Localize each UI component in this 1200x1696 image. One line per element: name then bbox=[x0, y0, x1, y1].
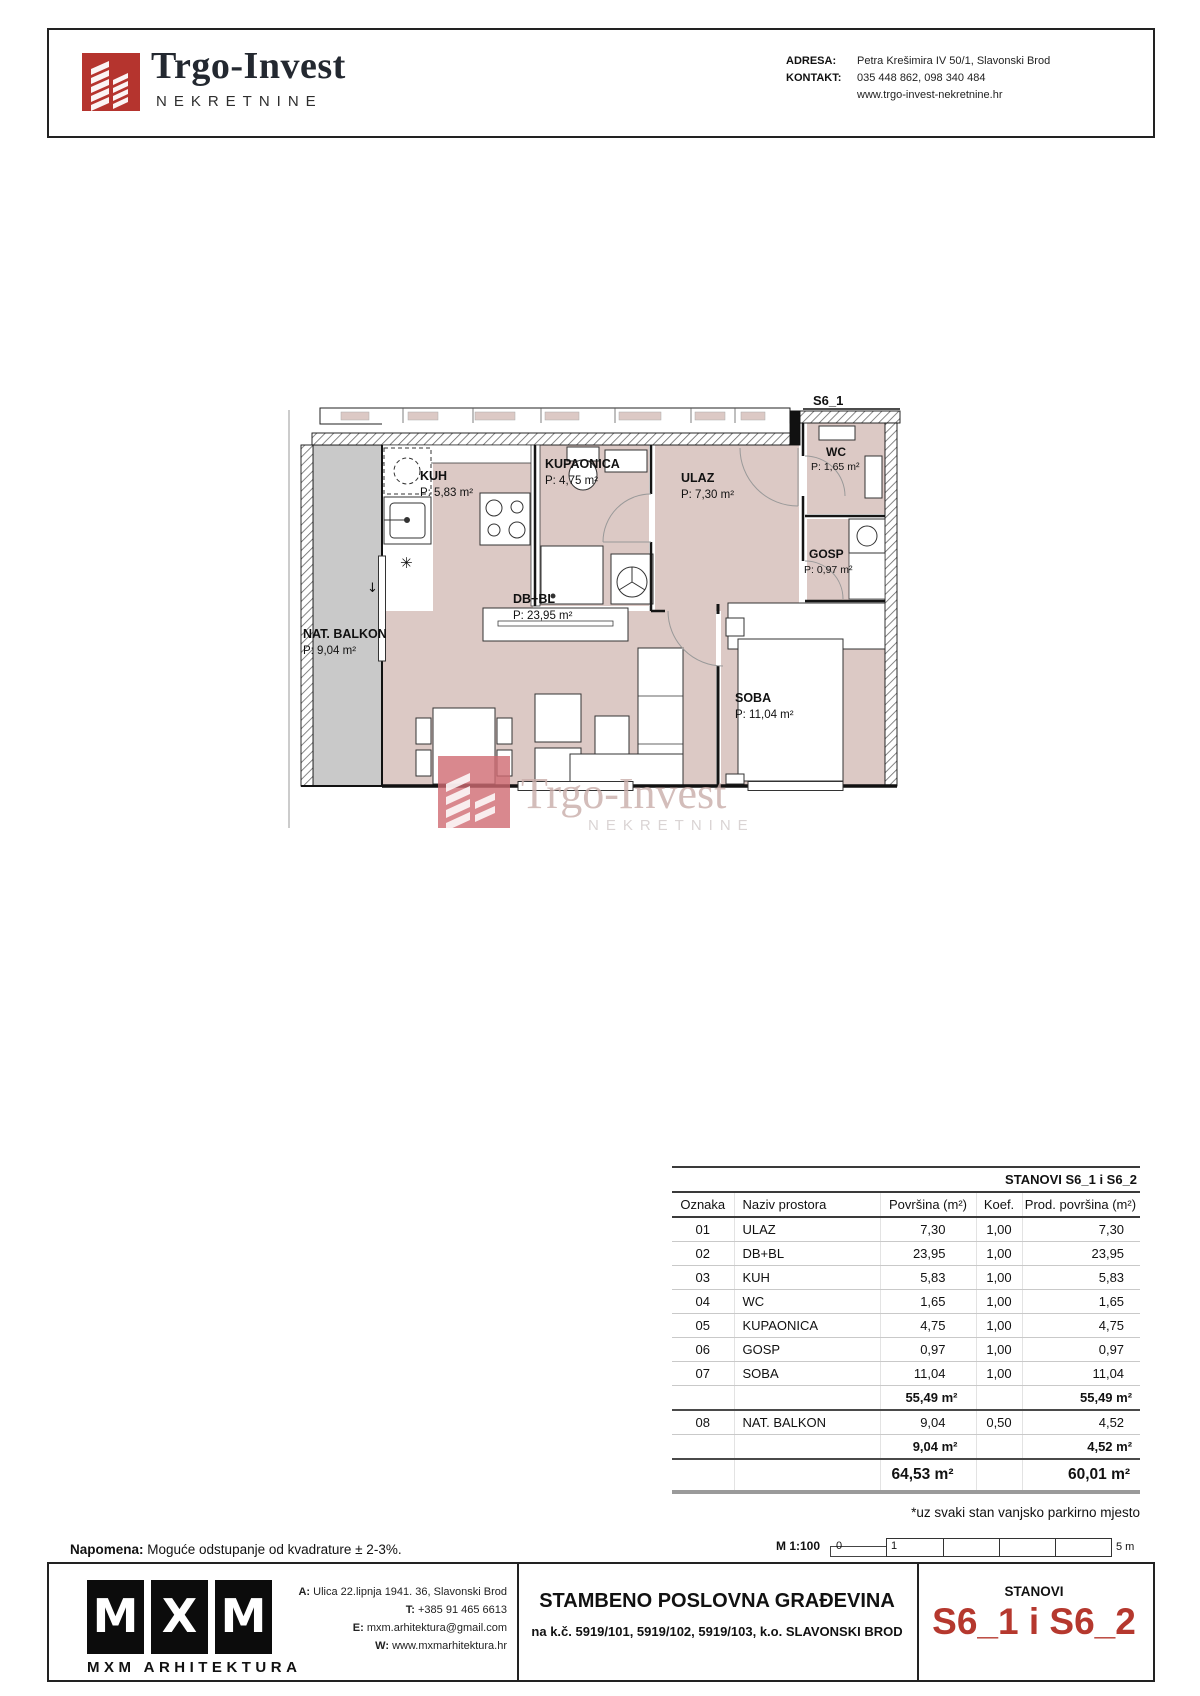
label-gosp: GOSP bbox=[809, 547, 844, 561]
area-ulaz: P: 7,30 m² bbox=[681, 489, 735, 501]
neighbor-strip bbox=[320, 408, 790, 424]
unit-title: S6_1 i S6_2 bbox=[932, 1601, 1136, 1642]
col-povrsina: Površina (m²) bbox=[880, 1192, 976, 1217]
chair bbox=[416, 750, 431, 776]
scale-tick bbox=[1055, 1539, 1056, 1556]
area-gosp: P: 0,97 m² bbox=[804, 564, 853, 576]
mxm-logo-icon: M bbox=[215, 1580, 272, 1654]
col-oznaka: Oznaka bbox=[672, 1192, 734, 1217]
trgo-invest-logo-icon bbox=[82, 53, 140, 111]
scale-label: M 1:100 bbox=[776, 1539, 821, 1553]
studio-phone: T: +385 91 465 6613 bbox=[405, 1604, 507, 1616]
scale-tick bbox=[999, 1539, 1000, 1556]
mxm-logo-icon: M bbox=[87, 1580, 144, 1654]
col-naziv: Naziv prostora bbox=[734, 1192, 880, 1217]
footer bbox=[47, 1562, 1155, 1682]
watermark-text: Trgo-Invest bbox=[521, 769, 727, 818]
watermark-logo-icon bbox=[438, 756, 510, 828]
unit-label: S6_1 bbox=[813, 393, 844, 408]
studio-name: MXM ARHITEKTURA bbox=[87, 1659, 302, 1676]
label-kuh: KUH bbox=[420, 469, 448, 483]
kontakt-phone: 035 448 862, 098 340 484 bbox=[857, 72, 986, 84]
project-title: STAMBENO POSLOVNA GRAĐEVINA bbox=[539, 1590, 895, 1612]
table-row-balkon: 08 NAT. BALKON 9,04 0,50 4,52 bbox=[672, 1410, 1140, 1435]
stove bbox=[480, 493, 530, 545]
stanovi-label: STANOVI bbox=[1004, 1584, 1064, 1599]
brand-subtitle: NEKRETNINE bbox=[156, 93, 323, 110]
scale-tick bbox=[943, 1539, 944, 1556]
room-ulaz-floor bbox=[655, 445, 799, 611]
label-dbbl: DB+BL bbox=[513, 592, 556, 606]
label-soba: SOBA bbox=[735, 691, 772, 705]
table-row: 01 ULAZ 7,30 1,00 7,30 bbox=[672, 1217, 1140, 1242]
table-row: 05 KUPAONICA 4,75 1,00 4,75 bbox=[672, 1314, 1140, 1338]
armchair bbox=[535, 694, 581, 742]
scale-one: 1 bbox=[891, 1540, 898, 1552]
studio-address: A: Ulica 22.lipnja 1941. 36, Slavonski Brod bbox=[298, 1586, 507, 1598]
parking-note: *uz svaki stan vanjsko parkirno mjesto bbox=[911, 1505, 1140, 1520]
table-row: 04 WC 1,65 1,00 1,65 bbox=[672, 1290, 1140, 1314]
area-balkon: P: 9,04 m² bbox=[303, 645, 357, 657]
col-koef: Koef. bbox=[976, 1192, 1022, 1217]
chair bbox=[497, 718, 512, 744]
studio-web: W: www.mxmarhitektura.hr bbox=[375, 1640, 507, 1652]
scale-zero: 0 bbox=[836, 1540, 843, 1552]
total-row: 64,53 m² 60,01 m² bbox=[672, 1459, 1140, 1492]
label-wc: WC bbox=[826, 445, 846, 459]
gosp-washer bbox=[849, 519, 885, 553]
kontakt-label: KONTAKT: bbox=[786, 72, 842, 84]
footer-divider bbox=[517, 1564, 519, 1680]
adresa-label: ADRESA: bbox=[786, 55, 837, 67]
area-kupaonica: P: 4,75 m² bbox=[545, 475, 599, 487]
chair bbox=[416, 718, 431, 744]
mxm-logo-icon: X bbox=[151, 1580, 208, 1654]
table-row: 03 KUH 5,83 1,00 5,83 bbox=[672, 1266, 1140, 1290]
adresa-value: Petra Krešimira IV 50/1, Slavonski Brod bbox=[857, 55, 1051, 67]
brand-title: Trgo-Invest bbox=[151, 45, 346, 87]
area-soba: P: 11,04 m² bbox=[735, 709, 794, 721]
subtotal-row: 55,49 m² 55,49 m² bbox=[672, 1386, 1140, 1411]
sink-symbol: ✳ bbox=[400, 554, 413, 572]
wc-shelf bbox=[819, 426, 855, 440]
col-prod: Prod. površina (m²) bbox=[1022, 1192, 1140, 1217]
area-kuh: P: 5,83 m² bbox=[420, 487, 474, 499]
scale-bar-segment-1-5 bbox=[886, 1538, 1112, 1557]
header bbox=[47, 28, 1155, 138]
nightstand bbox=[726, 774, 744, 784]
area-wc: P: 1,65 m² bbox=[811, 461, 860, 473]
table-title: STANOVI S6_1 i S6_2 bbox=[672, 1167, 1140, 1192]
studio-email: E: mxm.arhitektura@gmail.com bbox=[352, 1622, 507, 1634]
scale-end: 5 m bbox=[1116, 1541, 1135, 1553]
area-table bbox=[672, 1166, 1140, 1494]
project-subtitle: na k.č. 5919/101, 5919/102, 5919/103, k.o. SLAVONSKI BROD bbox=[531, 1624, 903, 1639]
label-kupaonica: KUPAONICA bbox=[545, 457, 620, 471]
wc-cabinet bbox=[865, 456, 882, 498]
area-dbbl: P: 23,95 m² bbox=[513, 610, 573, 622]
kontakt-web: www.trgo-invest-nekretnine.hr bbox=[857, 89, 1003, 101]
subtotal-row: 9,04 m² 4,52 m² bbox=[672, 1435, 1140, 1460]
table-row: 06 GOSP 0,97 1,00 0,97 bbox=[672, 1338, 1140, 1362]
balcony-door-arrow: ↓ bbox=[367, 581, 378, 596]
floor-plan bbox=[283, 356, 903, 834]
table-row: 02 DB+BL 23,95 1,00 23,95 bbox=[672, 1242, 1140, 1266]
watermark-subtext: NEKRETNINE bbox=[588, 817, 755, 834]
window bbox=[748, 782, 843, 791]
label-balkon: NAT. BALKON bbox=[303, 627, 387, 641]
label-ulaz: ULAZ bbox=[681, 471, 715, 485]
table-row: 07 SOBA 11,04 1,00 11,04 bbox=[672, 1362, 1140, 1386]
nightstand bbox=[726, 618, 744, 636]
napomena-note: Napomena: Moguće odstupanje od kvadrature ± 2-3%. bbox=[70, 1542, 402, 1557]
room-balkon bbox=[313, 445, 382, 786]
